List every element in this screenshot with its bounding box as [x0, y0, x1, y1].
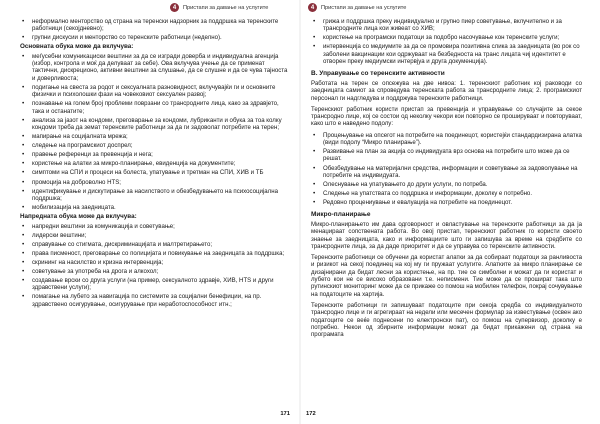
list-item: • промоција на доброволно HTS; — [20, 179, 291, 186]
page-number-right: 172 — [306, 411, 316, 417]
micro-planning-paragraph: Теренските работници ги запишуваат податоците при секоја средба со индивидуалното трансродно лице и ги агрегираат на недели или месечен формулар за известување (освен ако податоците се веќе поднесени по електронски пат), со помош на супервизор, доколку е потребно. Некои од збирните информации можат да бидат прикажени од страна на програмата — [311, 301, 582, 339]
list-item: • симптоми на СПИ и процеси на болеста, упатување и третман на СПИ, ХИВ и ТБ — [20, 169, 291, 176]
list-item: • интервенција со медиумите за да се промовира позитивна слика за заедницата (во рок со заболени вакцинации кои одржуваат на безбедноста на транс лицата чиј идентитет е отворен преку медиумски интервјуа и друга докуменција). — [311, 43, 582, 65]
left-top-list — [20, 18, 291, 42]
left-page — [0, 0, 299, 424]
running-header-title: Пристапи за давање на услугите — [183, 4, 269, 11]
section-b-paragraph: Теренскиот работник користи пристап за превенција и управување со случајите за секое трансродно лице, кој се состои од неколку чекори кои повторно се прошируваат и повторуваат, како што е наведено подолу: — [311, 105, 582, 128]
chapter-badge: 4 — [308, 3, 317, 12]
list-item: • подигање на свеста за родот и сексуалната разновидност, вклучувајќи ги и основните физички и психолошки фази на човековиот сексуален развој; — [20, 84, 291, 99]
list-item: • Редовно процениување и евалуација на потребите на поединецот. — [311, 199, 582, 206]
micro-planning-paragraph: Микро-планирањето им дава одговорност и овластување на теренските работници за да ја менаџираат сопствената работа. Во овој пристап, теренскиот работник го користи своето знаење за заедницата, како и информациите што ги запишува за време на средбите со трансродните лица, за да даде приоритет и да се управува со теренските активности. — [311, 221, 582, 250]
list-item: • Процењување на опсегот на потребите на поединецот, користејќи стандардизирана алатка (види подолу “Микро планирање”). — [311, 132, 582, 147]
list-item: • Развивање на план за акција со индивидуата врз основа на потребите што може да се решат. — [311, 148, 582, 163]
list-item: • меѓусебни комуникациски вештини за да се изгради доверба и индивидуална агенција (избор, контрола и моќ да делуваат за себе). Ова вклучува учење да се применат тактични, дискреционо, активни вештини за слушање, да се слушне и да се чува тајноста и доверливоста; — [20, 53, 291, 82]
advanced-training-heading: Напредната обука може да вклучува: — [20, 213, 137, 221]
section-b-paragraph: Работата на терен се опсежува на две нивоа: 1. теренскиот работник кој раководи со заедницата самиот за спроведува теренската работа за трансродните лица; 2. програмскиот персонал ги надгледува и поддржува теренските работници. — [311, 79, 582, 102]
list-item: • справување со стигмата, дискриминацијата и малтретирањето; — [20, 241, 291, 248]
list-item: • познавање на голем број проблеми поврзани со трансродните лица, како за здравјето, така и останатите; — [20, 100, 291, 115]
list-item: • Олеснување на упатувањето до други услуги, по потреба. — [311, 181, 582, 188]
list-item: • напредни вештини за комуникација и советување; — [20, 223, 291, 230]
list-item: • анализа за јазот на кондоми, преговарање за кондоми, лубриканти и обука за тоа колку кондоми треба да земат теренските работници за да ги задоволат потребите на терен; — [20, 117, 291, 132]
page-number-left: 171 — [280, 411, 290, 417]
section-b-title: В. Управување со теренските активности — [311, 70, 445, 78]
list-item: • права писменост, преговарање со полицијата и повикување на заедницата за поддршка; — [20, 250, 291, 257]
list-item: • Следење на упатствата со поддршка и информации, доколку е потребно. — [311, 190, 582, 197]
micro-planning-paragraph: Теренските работници се обучени да користат алатки за да собираат податоци за ранливоста и ризикот на секој поединец на кој му ги пружаат услугите. Алатките за микро планирање се дизајнирани да бидат лесни за користење, на пр. тие се симболни и можат да ги користат и лубето кои не се високо образовани т.е. неписмени. Тие може да се прошират така што рутинскиот мониторинг може да се прикаже со помош на мобилен телефон, покрај сочувување на податоците на хартија. — [311, 254, 582, 298]
right-top-list — [311, 18, 582, 65]
advanced-training-list — [20, 223, 291, 309]
list-item: • неформално менторство од страна на теренски надзорник за поддршка на теренските работници (секојдневно); — [20, 18, 291, 33]
chapter-badge: 4 — [170, 3, 179, 12]
right-page — [301, 0, 600, 424]
running-header-title: Пристапи за давање на услугите — [321, 4, 407, 11]
list-item: • создавање врски со друга услуги (на пример, сексуалното здравје, ХИВ, HTS и други здравствени услуги); — [20, 277, 291, 292]
running-header-left — [170, 3, 268, 12]
list-item: • скрининг на насилство и кризна интервенција; — [20, 259, 291, 266]
list-item: • помагање на лубето за навигација по системите за социјални бенефиции, на пр. здравствено осигурување, осигурување при неработоспособност итн.; — [20, 293, 291, 308]
list-item: • користење на алатки за микро-планирање, евиденција на документите; — [20, 160, 291, 167]
list-item: • групни дискусии и менторство со теренските работници (неделно). — [20, 34, 291, 41]
list-item: • идентификување и дискутирање за насилството и обезбедувањето на психосоцијална поддршка; — [20, 188, 291, 203]
list-item: • лидерски вештини; — [20, 232, 291, 239]
list-item: • правење референци за превенција и нега; — [20, 151, 291, 158]
list-item: • Обезбедување на материјални средства, информации и советување за задоволување на потребите на индивидуата. — [311, 165, 582, 180]
micro-planning-title: Микро-планирање — [311, 211, 371, 219]
list-item: • следење на програмскиот доспрел; — [20, 142, 291, 149]
basic-training-list — [20, 53, 291, 211]
basic-training-heading: Основната обука може да вклучува: — [20, 43, 134, 51]
running-header-right — [308, 3, 406, 12]
list-item: • мапирање на социјалната мрежа; — [20, 133, 291, 140]
process-steps-list — [311, 132, 582, 207]
list-item: • советување за употреба на дрога и алкохол; — [20, 268, 291, 275]
list-item: • мобилизација на заедницата. — [20, 204, 291, 211]
list-item: • грижа и поддршка преку индивидуално и групно пиер советување, вклучително и за трансродните лица кои живеат со ХИВ; — [311, 18, 582, 33]
list-item: • користење на програмски податоци за подобро насочување кон теренските услуги; — [311, 34, 582, 41]
